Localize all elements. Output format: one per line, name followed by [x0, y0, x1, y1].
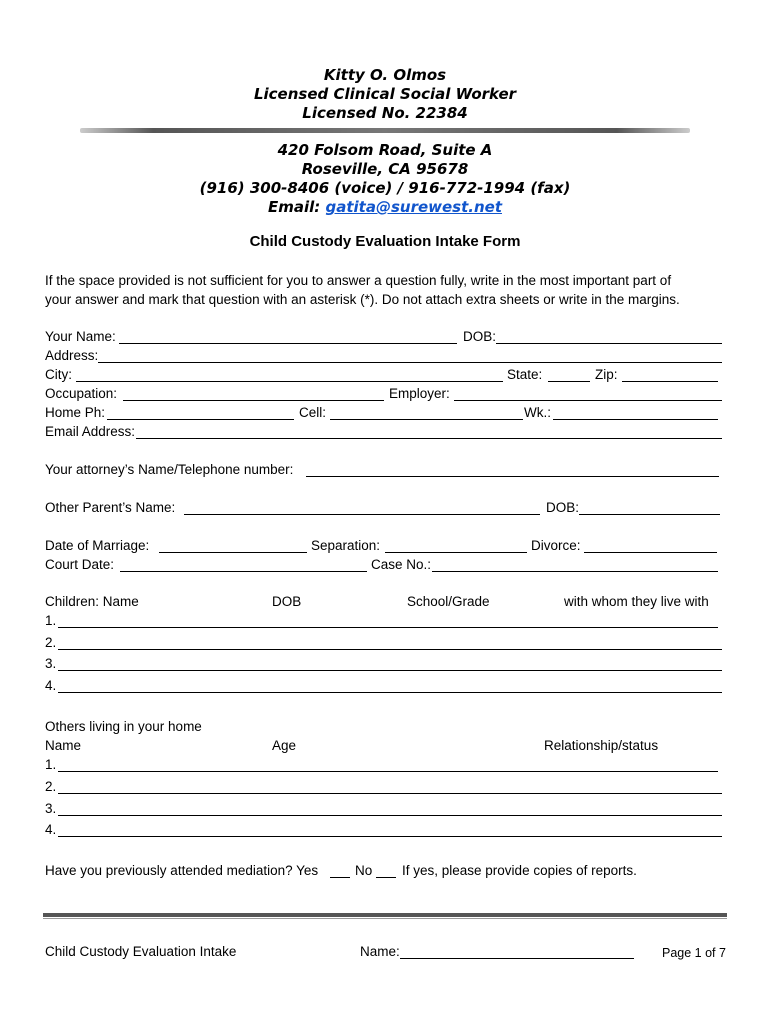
- footer-name-field[interactable]: [400, 958, 634, 959]
- page-number: Page 1 of 7: [662, 946, 726, 960]
- children-lives-with-header: with whom they live with: [564, 594, 709, 609]
- children-dob-header: DOB: [272, 594, 302, 609]
- other-row-3-field[interactable]: [58, 815, 722, 816]
- date-of-marriage-label: Date of Marriage:: [45, 538, 150, 553]
- address-field[interactable]: [98, 362, 722, 363]
- phone-fax: (916) 300-8406 (voice) / 916-772-1994 (fax): [199, 179, 571, 197]
- practitioner-title: Licensed Clinical Social Worker: [253, 85, 517, 103]
- mediation-no-field[interactable]: [376, 877, 396, 878]
- attorney-field[interactable]: [306, 476, 719, 477]
- footer-divider-shadow: [43, 918, 727, 919]
- other-row-1-field[interactable]: [58, 771, 718, 772]
- mediation-tail: If yes, please provide copies of reports.: [402, 863, 637, 878]
- other-parent-dob-field[interactable]: [579, 514, 720, 515]
- child-row-3-field[interactable]: [58, 670, 722, 671]
- date-of-marriage-field[interactable]: [159, 552, 307, 553]
- other-row-2-number: 2.: [45, 779, 57, 794]
- divorce-label: Divorce:: [531, 538, 581, 553]
- mediation-no-label: No: [355, 863, 373, 878]
- other-parent-field[interactable]: [184, 514, 540, 515]
- footer-form-name: Child Custody Evaluation Intake: [45, 944, 237, 959]
- child-row-2-field[interactable]: [58, 649, 722, 650]
- child-row-3-number: 3.: [45, 656, 57, 671]
- child-row-1-field[interactable]: [58, 627, 718, 628]
- case-no-field[interactable]: [432, 571, 718, 572]
- email-address-field[interactable]: [136, 438, 722, 439]
- others-name-header: Name: [45, 738, 82, 753]
- mediation-yes-field[interactable]: [330, 877, 350, 878]
- others-heading: Others living in your home: [45, 719, 202, 734]
- zip-field[interactable]: [622, 381, 718, 382]
- license-number: Licensed No. 22384: [302, 104, 468, 122]
- children-school-header: School/Grade: [407, 594, 490, 609]
- instructions-line-2: your answer and mark that question with an asterisk (*). Do not attach extra sheets or write in the margins.: [45, 292, 680, 307]
- separation-field[interactable]: [385, 552, 527, 553]
- practitioner-name: Kitty O. Olmos: [323, 66, 447, 84]
- zip-label: Zip:: [595, 367, 618, 382]
- child-row-1-number: 1.: [45, 613, 57, 628]
- email-line: [0, 198, 770, 216]
- your-name-field[interactable]: [119, 343, 457, 344]
- work-phone-label: Wk.:: [524, 405, 551, 420]
- instructions-line-1: If the space provided is not sufficient for you to answer a question fully, write in the most important part of: [45, 273, 672, 288]
- others-age-header: Age: [272, 738, 297, 753]
- separation-label: Separation:: [311, 538, 381, 553]
- state-label: State:: [507, 367, 543, 382]
- occupation-field[interactable]: [123, 400, 384, 401]
- cell-field[interactable]: [330, 419, 523, 420]
- other-row-2-field[interactable]: [58, 793, 722, 794]
- mediation-question: Have you previously attended mediation? Yes: [45, 863, 319, 878]
- employer-field[interactable]: [454, 400, 722, 401]
- city-field[interactable]: [76, 381, 503, 382]
- state-field[interactable]: [548, 381, 590, 382]
- header-divider: [80, 128, 690, 133]
- divorce-field[interactable]: [584, 552, 717, 553]
- other-row-1-number: 1.: [45, 757, 57, 772]
- court-date-label: Court Date:: [45, 557, 115, 572]
- other-parent-label: Other Parent’s Name:: [45, 500, 176, 515]
- attorney-label: Your attorney’s Name/Telephone number:: [45, 462, 294, 477]
- home-phone-label: Home Ph:: [45, 405, 106, 420]
- work-phone-field[interactable]: [553, 419, 718, 420]
- address-line-2: Roseville, CA 95678: [301, 160, 469, 178]
- cell-label: Cell:: [299, 405, 327, 420]
- address-label: Address:: [45, 348, 99, 363]
- child-row-4-field[interactable]: [58, 692, 722, 693]
- other-row-4-field[interactable]: [58, 836, 722, 837]
- address-line-1: 420 Folsom Road, Suite A: [277, 141, 493, 159]
- footer-name-label: Name:: [360, 944, 400, 959]
- children-name-header: Children: Name: [45, 594, 139, 609]
- child-row-4-number: 4.: [45, 678, 57, 693]
- case-no-label: Case No.:: [371, 557, 432, 572]
- dob-label: DOB:: [463, 329, 497, 344]
- others-relationship-header: Relationship/status: [544, 738, 659, 753]
- employer-label: Employer:: [389, 386, 450, 401]
- email-address-label: Email Address:: [45, 424, 136, 439]
- footer-divider: [43, 913, 727, 917]
- court-date-field[interactable]: [120, 571, 367, 572]
- email-link[interactable]: gatita@surewest.net: [325, 198, 502, 216]
- email-label: Email:: [267, 198, 326, 216]
- occupation-label: Occupation:: [45, 386, 118, 401]
- other-row-4-number: 4.: [45, 822, 57, 837]
- child-row-2-number: 2.: [45, 635, 57, 650]
- other-parent-dob-label: DOB:: [546, 500, 580, 515]
- home-phone-field[interactable]: [107, 419, 294, 420]
- your-name-label: Your Name:: [45, 329, 116, 344]
- other-row-3-number: 3.: [45, 801, 57, 816]
- city-label: City:: [45, 367, 72, 382]
- form-title: Child Custody Evaluation Intake Form: [249, 233, 521, 250]
- dob-field[interactable]: [496, 343, 722, 344]
